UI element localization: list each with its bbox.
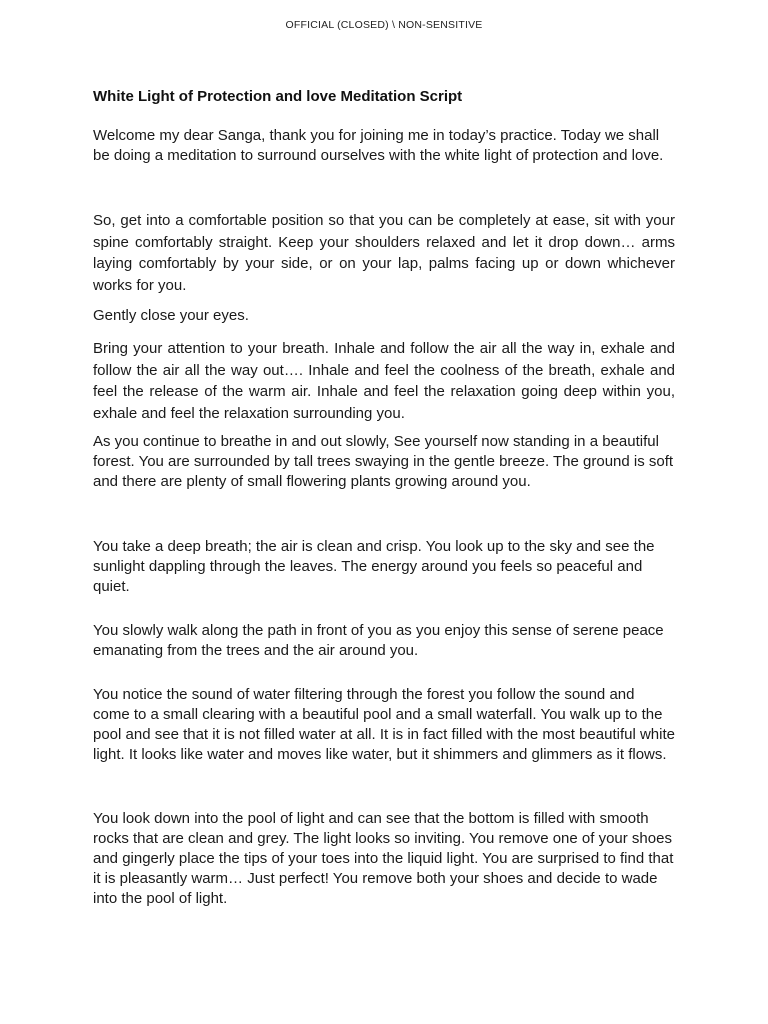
security-classification-header: OFFICIAL (CLOSED) \ NON-SENSITIVE (285, 19, 483, 31)
paragraph-water: You notice the sound of water filtering through the forest you follow the sound and come to a small clearing with a beautiful pool and a small waterfall. You walk up to the pool and see that it is not filled water at all. It is in fact filled with the most beautiful white light. It looks like water and moves like water, but it shimmers and glimmers as it flows. (93, 686, 675, 763)
paragraph-position: So, get into a comfortable position so that you can be completely at ease, sit with your spine comfortably straight. Keep your shoulders relaxed and let it drop down… arms laying comfortably by your side, or on your lap, palms facing up or down whichever works for you. (93, 212, 675, 294)
document-title: White Light of Protection and love Meditation Script (93, 88, 463, 105)
paragraph-pool: You look down into the pool of light and can see that the bottom is filled with smooth rocks that are clean and grey. The light looks so inviting. You remove one of your shoes and gingerly place the tips of your toes into the liquid light. You are surprised to find that it is pleasantly warm… Just perfect! You remove both your shoes and decide to wade into the pool of light. (93, 810, 674, 907)
paragraph-close-eyes: Gently close your eyes. (93, 307, 249, 324)
paragraph-deep-breath: You take a deep breath; the air is clean and crisp. You look up to the sky and see the sunlight dappling through the leaves. The energy around you feels so peaceful and quiet. (93, 538, 655, 595)
paragraph-path: You slowly walk along the path in front of you as you enjoy this sense of serene peace emanating from the trees and the air around you. (93, 622, 664, 659)
paragraph-welcome: Welcome my dear Sanga, thank you for joining me in today’s practice. Today we shall be doing a meditation to surround ourselves with the white light of protection and love. (93, 127, 664, 164)
paragraph-breath: Bring your attention to your breath. Inhale and follow the air all the way in, exhale and follow the air all the way out…. Inhale and feel the coolness of the breath, exhale and feel the release of the warm air. Inhale and feel the relaxation going deep within you, exhale and feel the relaxation surrounding you. (93, 340, 675, 422)
paragraph-forest: As you continue to breathe in and out slowly, See yourself now standing in a beautiful forest. You are surrounded by tall trees swaying in the gentle breeze. The ground is soft and there are plenty of small flowering plants growing around you. (93, 433, 674, 490)
